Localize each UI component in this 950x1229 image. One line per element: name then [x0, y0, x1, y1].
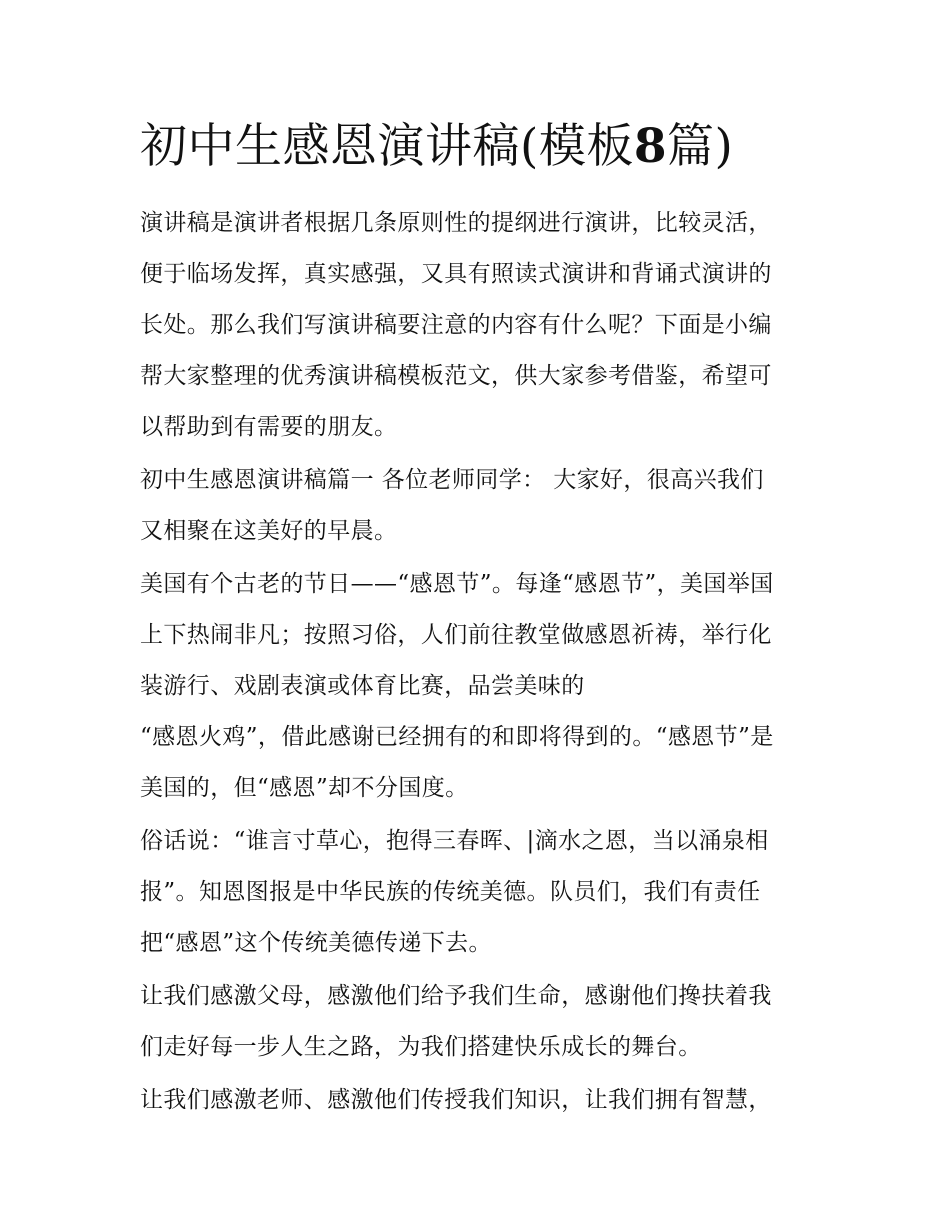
paragraph-teachers — [140, 1075, 816, 1126]
text-line: 俗话说：“谁言寸草心，抱得三春晖、|滴水之恩，当以涌泉相 — [140, 828, 769, 854]
paragraph-proverb — [140, 816, 816, 969]
document-body — [140, 198, 816, 1128]
paragraph-thanksgiving — [140, 559, 816, 814]
text-line: 长处。那么我们写演讲稿要注意的内容有什么呢？下面是小编 — [140, 312, 772, 338]
document-title — [140, 112, 840, 182]
text-line: 又相聚在这美好的早晨。 — [140, 518, 398, 544]
text-line: 把“感恩”这个传统美德传递下去。 — [140, 930, 492, 956]
text-line: 美国有个古老的节日——“感恩节”。每逢“感恩节”，美国举国 — [140, 571, 774, 597]
title-number: 8 — [633, 119, 668, 174]
text-line: 初中生感恩演讲稿篇一 各位老师同学： 大家好，很高兴我们 — [140, 467, 764, 493]
paragraph-parents — [140, 971, 816, 1073]
title-prefix: 初中生感恩演讲稿(模板 — [140, 119, 634, 174]
text-line: 上下热闹非凡；按照习俗，人们前往教堂做感恩祈祷，举行化 — [140, 622, 772, 648]
text-line: 让我们感激父母，感激他们给予我们生命，感谢他们搀扶着我 — [140, 983, 772, 1009]
text-line: 装游行、戏剧表演或体育比赛，品尝美味的 — [140, 673, 585, 699]
text-line: 美国的，但“感恩”却不分国度。 — [140, 775, 469, 801]
text-line: “感恩火鸡”，借此感谢已经拥有的和即将得到的。“感恩节”是 — [140, 724, 774, 750]
text-line: 帮大家整理的优秀演讲稿模板范文，供大家参考借鉴，希望可 — [140, 363, 772, 389]
text-line: 以帮助到有需要的朋友。 — [140, 414, 398, 440]
text-line: 让我们感激老师、感激他们传授我们知识，让我们拥有智慧， — [140, 1087, 772, 1113]
paragraph-intro — [140, 198, 816, 453]
text-line: 报”。知恩图报是中华民族的传统美德。队员们，我们有责任 — [140, 879, 761, 905]
text-line: 便于临场发挥，真实感强，又具有照读式演讲和背诵式演讲的 — [140, 261, 772, 287]
title-suffix: 篇) — [667, 119, 734, 174]
text-line: 们走好每一步人生之路，为我们搭建快乐成长的舞台。 — [140, 1034, 702, 1060]
text-line: 演讲稿是演讲者根据几条原则性的提纲进行演讲，比较灵活， — [140, 210, 772, 236]
paragraph-greeting — [140, 455, 816, 557]
